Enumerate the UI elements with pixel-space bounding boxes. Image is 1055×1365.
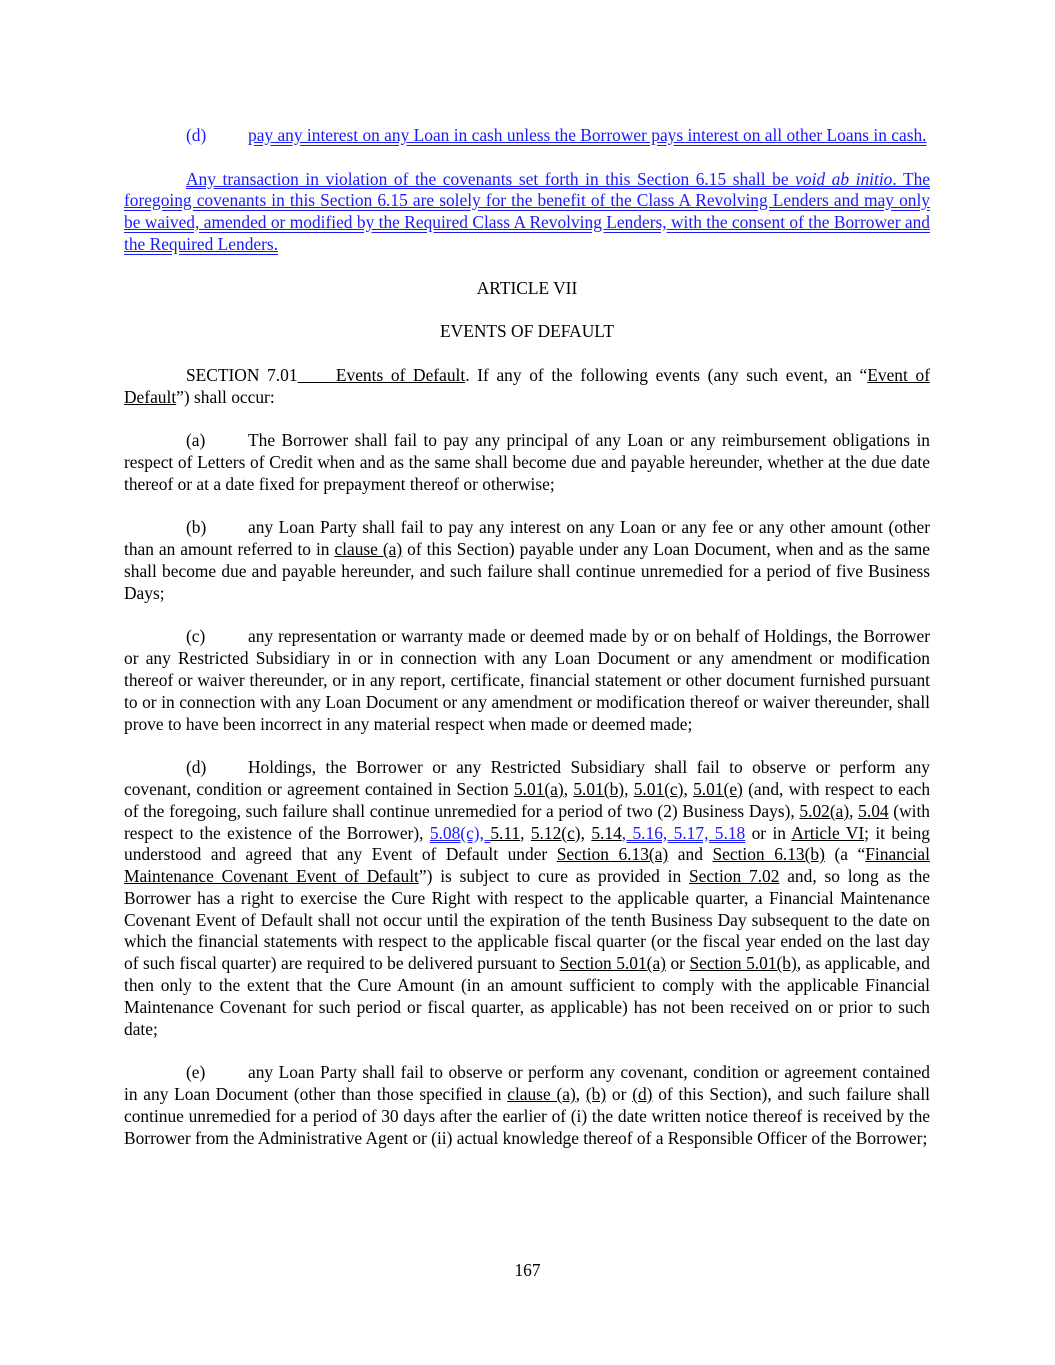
section-7-01-paragraph [124, 365, 930, 409]
cross-reference: (b) [585, 1084, 607, 1105]
section-number: SECTION 7.01 [186, 364, 298, 385]
covenant-note-text-2: . The foregoing covenants in this Section 6.15 are solely for the benefit of the Class A Revolving Lenders and may only be waived, amended or modified by the Required Class A Revolving Lenders, with the consent of the Borrower and the Required Lenders. [124, 168, 931, 254]
cross-reference: (d) [632, 1084, 653, 1105]
item-d-text: (with respect to the existence of the Borrower), [124, 800, 930, 843]
covenant-note-paragraph [124, 169, 930, 256]
item-d-text: or in [745, 822, 792, 843]
defined-term: Financial Maintenance Covenant Event of Default [124, 844, 930, 887]
separator: , [563, 778, 574, 799]
separator: , [520, 822, 531, 843]
cross-reference: Article VI [791, 822, 865, 843]
cross-reference: 5.14 [591, 822, 622, 843]
item-e-text: any Loan Party shall fail to observe or perform any covenant, condition or agreement contained in any Loan Document (other than those specified in [124, 1062, 930, 1105]
cross-reference: Section 5.01(b) [689, 953, 797, 974]
cross-reference: Section 7.02 [689, 866, 780, 887]
inserted-cross-reference: , 5.16, 5.17, 5.18 [621, 822, 746, 843]
cross-reference: clause (a) [507, 1084, 576, 1105]
cross-reference: Section 5.01(a) [559, 953, 666, 974]
item-c-paragraph [124, 626, 930, 735]
item-a-label: (a) [186, 430, 206, 451]
cross-reference: Section 6.13(a) [556, 844, 669, 865]
cross-reference: 5.01(b) [573, 778, 625, 799]
article-title: EVENTS OF DEFAULT [440, 321, 614, 342]
clause-text: pay any interest on any Loan in cash unless the Borrower pays interest on all other Loans in cash. [248, 125, 927, 145]
section-title: Events of Default [335, 364, 466, 385]
item-b-paragraph [124, 517, 930, 604]
cross-reference: 5.02(a) [799, 800, 850, 821]
inserted-cross-reference: 5.08(c), [429, 822, 491, 843]
cross-reference: 5.12(c) [530, 822, 581, 843]
separator: , [849, 800, 859, 821]
item-b-label: (b) [186, 517, 207, 538]
item-b-text-2: of this Section) payable under any Loan Document, when and as the same shall become due and payable hereunder, and such failure shall continue unremedied for a period of five Business Days; [124, 539, 930, 603]
item-a-text: The Borrower shall fail to pay any principal of any Loan or any reimbursement obligations in respect of Letters of Credit when and as the same shall become due and payable hereunder, whether at the due date thereof or at a date fixed for prepayment thereof or otherwise; [124, 430, 930, 494]
item-e-text: of this Section), and such failure shall continue unremedied for a period of 30 days after the earlier of (i) the date written notice thereof is received by the Borrower from the Administrative Agent or (ii) actual knowledge thereof of a Responsible Officer of the Borrower; [124, 1084, 930, 1148]
defined-term-event-of-default: Event of Default [124, 364, 930, 407]
section-text-2: ”) shall occur: [176, 386, 275, 407]
item-d-text: ”) is subject to cure as provided in [418, 866, 689, 887]
covenant-note-text-1: Any transaction in violation of the covenants set forth in this Section 6.15 shall be [186, 168, 796, 189]
separator: , [580, 822, 592, 843]
item-d-text: and, so long as the Borrower has a right to exercise the Cure Right with respect to the applicable quarter, a Financial Maintenance Covenant Event of Default shall not occur until the expiration of the tenth Business Day subsequent to the date on which the financial statements with respect to the applicable fiscal quarter (or the fiscal year ended on the last day of such fiscal quarter) are required to be delivered pursuant to [124, 866, 931, 974]
item-d-text: ; it being understood and agreed that any Event of Default under [124, 822, 931, 865]
cross-reference: 5.04 [858, 800, 889, 821]
page-number: 167 [514, 1260, 541, 1280]
section-spacer [298, 365, 336, 385]
cross-reference: 5.01(e) [693, 778, 743, 799]
cross-reference: 5.11 [490, 822, 521, 843]
item-d-text: and [668, 844, 713, 865]
separator: or [606, 1084, 633, 1105]
item-d-paragraph [124, 757, 930, 1040]
cross-reference: 5.01(c) [633, 778, 684, 799]
item-e-label: (e) [186, 1062, 206, 1083]
section-text-1: . If any of the following events (any such event, an “ [465, 364, 868, 385]
inserted-clause-d [124, 125, 930, 147]
item-a-paragraph [124, 430, 930, 495]
item-c-text: any representation or warranty made or deemed made by or on behalf of Holdings, the Borrower or any Restricted Subsidiary in or in connection with any Loan Document or any amendment or modification thereof or waiver thereunder, or in any report, certificate, financial statement or other document furnished pursuant to or in connection with any Loan Document or any amendment or modification thereof or waiver thereunder, shall prove to have been incorrect in any material respect when made or deemed made; [124, 626, 930, 734]
item-c-label: (c) [186, 626, 206, 647]
separator: , [624, 778, 634, 799]
article-number: ARTICLE VII [476, 277, 578, 298]
void-ab-initio-italic: void ab initio [795, 168, 893, 189]
item-e-paragraph [124, 1062, 930, 1149]
cross-reference: clause (a) [334, 539, 403, 560]
document-page [124, 125, 930, 1149]
item-d-text: Holdings, the Borrower or any Restricted Subsidiary shall fail to observe or perform any covenant, condition or agreement contained in Section [124, 757, 930, 799]
item-d-label: (d) [186, 757, 207, 778]
separator: , [575, 1084, 586, 1105]
cross-reference: Section 6.13(b) [712, 844, 825, 865]
item-d-text: , as applicable, and then only to the extent that the Cure Amount (in an amount sufficient to comply with the applicable Financial Maintenance Covenant for such period or fiscal quarter, as applicable) has not been received on or prior to such date; [124, 953, 930, 1039]
cross-reference: 5.01(a) [513, 778, 564, 799]
item-b-text-1: any Loan Party shall fail to pay any interest on any Loan or any fee or any other amount (other than an amount referred to in [124, 517, 930, 560]
item-d-text: or [665, 953, 690, 974]
item-d-text: (a “ [824, 844, 866, 865]
separator: , [683, 778, 694, 799]
clause-label: (d) [186, 125, 207, 145]
item-d-text: (and, with respect to each of the foregoing, such failure shall continue unremedied for a period of two (2) Business Days), [124, 778, 931, 821]
